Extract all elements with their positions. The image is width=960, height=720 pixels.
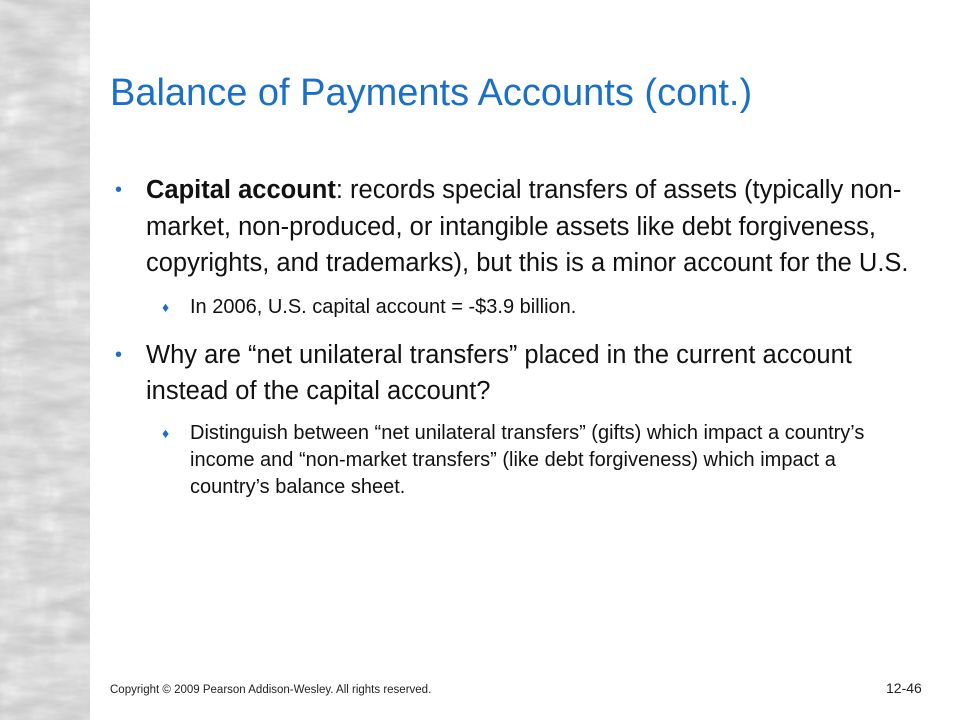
page-number: 12-46	[886, 680, 922, 696]
sub-bullet-text: In 2006, U.S. capital account = -$3.9 billion.	[190, 295, 577, 318]
sub-bullet-text: Distinguish between “net unilateral transfers” (gifts) which impact a country’s income and “non-market transfers” (like debt forgiveness) which impact a country’s balance sheet.	[190, 421, 865, 498]
bullet-unilateral-transfers-question	[110, 337, 920, 410]
bullet-dot-icon: •	[115, 179, 123, 201]
bullet-dot-icon: •	[115, 343, 123, 366]
bullet-capital-account	[110, 172, 920, 282]
diamond-icon: ♦	[162, 424, 170, 441]
copyright-footer: Copyright © 2009 Pearson Addison-Wesley. All rights reserved.	[110, 684, 432, 696]
marble-texture-strip	[0, 0, 90, 720]
bullet-lead-term: Capital account	[146, 176, 336, 204]
sub-bullet-capital-account-2006	[146, 294, 920, 321]
bullet-text: : records special transfers of assets (typically non-market, non-produced, or intangible assets like debt forgiveness, copyrights, and trademarks), but this is a minor account for the U.S.	[146, 176, 909, 277]
diamond-icon: ♦	[162, 298, 170, 315]
slide-body	[110, 172, 920, 501]
bullet-text: Why are “net unilateral transfers” placed in the current account instead of the capital account?	[146, 340, 852, 405]
sub-bullet-distinguish-transfers	[146, 420, 920, 501]
slide-title: Balance of Payments Accounts (cont.)	[110, 72, 753, 114]
